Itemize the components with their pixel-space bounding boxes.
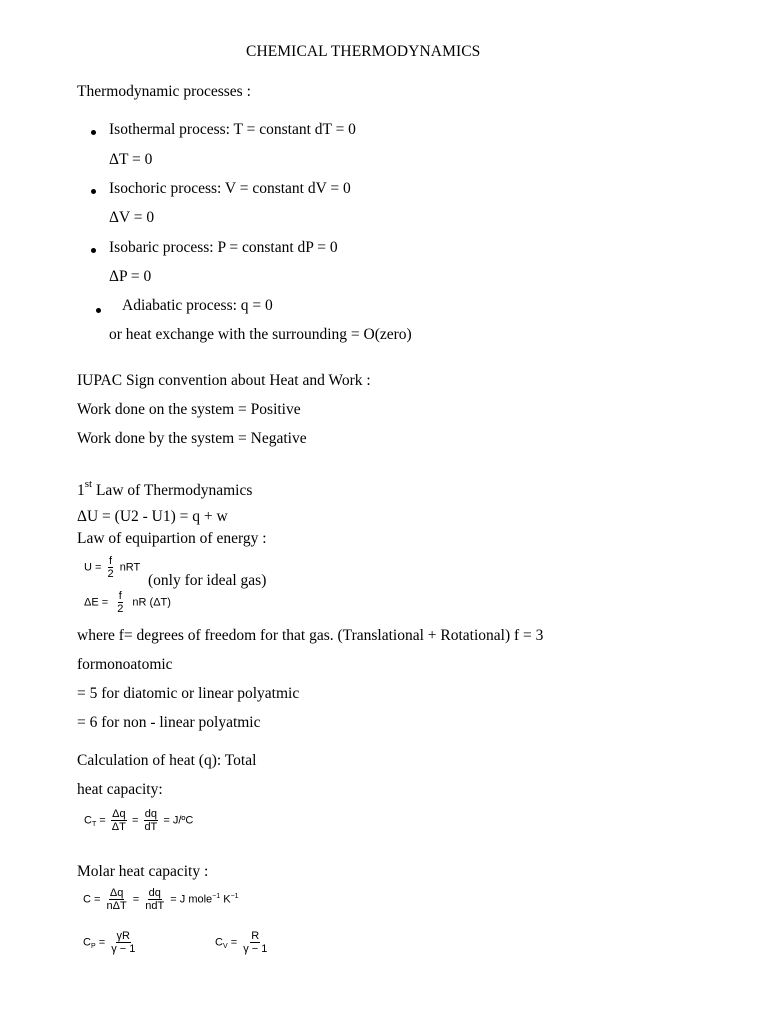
freedom-line-1: where f= degrees of freedom for that gas. (Translational + Rotational) f = 3: [77, 627, 544, 644]
formula-exponent: −1: [230, 893, 239, 901]
fraction-denominator: γ − 1: [243, 943, 268, 955]
fraction-numerator: dq: [144, 808, 157, 820]
fraction-denominator: 2: [107, 568, 114, 580]
bullet-dot: [91, 130, 96, 135]
process-isothermal-delta: ΔT = 0: [109, 151, 153, 168]
fraction: [111, 808, 127, 833]
formula-equals: =: [131, 814, 139, 827]
formula-molar-heat-capacity: [83, 887, 239, 912]
process-isobaric: Isobaric process: P = constant dP = 0: [109, 239, 338, 256]
formula-symbol: C: [83, 936, 91, 949]
formula-symbol: C: [215, 936, 223, 949]
equipartition-heading: Law of equipartion of energy :: [77, 530, 267, 547]
formula-equals: =: [230, 936, 238, 949]
fraction-denominator: 2: [117, 603, 124, 615]
bullet-dot: [91, 248, 96, 253]
freedom-line-3: = 5 for diatomic or linear polyatmic: [77, 685, 300, 702]
first-law-number: 1: [77, 482, 85, 499]
process-isothermal: Isothermal process: T = constant dT = 0: [109, 121, 356, 138]
fraction: [143, 808, 158, 833]
molar-heat-heading: Molar heat capacity :: [77, 863, 209, 880]
formula-equals: =: [132, 893, 140, 906]
process-adiabatic: Adiabatic process: q = 0: [122, 297, 273, 314]
fraction-denominator: dT: [144, 821, 158, 833]
formula-cp: [83, 930, 138, 955]
heat-line-1: Calculation of heat (q): Total: [77, 752, 257, 769]
process-adiabatic-note: or heat exchange with the surrounding = O(zero): [109, 326, 412, 343]
fraction-denominator: γ − 1: [111, 943, 136, 955]
formula-equals: =: [98, 936, 106, 949]
bullet-dot: [91, 189, 96, 194]
formula-subscript: T: [91, 821, 97, 829]
sign-work-by: Work done by the system = Negative: [77, 430, 307, 447]
sign-work-on: Work done on the system = Positive: [77, 401, 301, 418]
formula-symbol: C: [84, 814, 92, 827]
formula-rhs: = J mole: [170, 893, 213, 906]
formula-cv: [215, 930, 270, 955]
heat-line-2: heat capacity:: [77, 781, 163, 798]
page-title: CHEMICAL THERMODYNAMICS: [246, 43, 481, 60]
process-isochoric-delta: ΔV = 0: [109, 209, 155, 226]
first-law-equation: ΔU = (U2 - U1) = q + w: [77, 508, 228, 525]
fraction-numerator: f: [118, 590, 122, 602]
formula-equals: =: [99, 814, 106, 827]
sign-heading: IUPAC Sign convention about Heat and Work :: [77, 372, 371, 389]
freedom-line-2: formonoatomic: [77, 656, 173, 673]
fraction-denominator: ΔT: [111, 821, 126, 833]
formula-delta-energy: [84, 590, 171, 615]
first-law-sup: st: [84, 478, 93, 490]
bullet-dot: [96, 308, 101, 313]
fraction: [116, 590, 124, 615]
fraction-denominator: ndT: [145, 900, 165, 912]
formula-symbol: C =: [83, 893, 101, 906]
fraction-numerator: dq: [148, 887, 161, 899]
first-law-rest: Law of Thermodynamics: [92, 482, 253, 499]
freedom-line-4: = 6 for non - linear polyatmic: [77, 714, 261, 731]
fraction: [242, 930, 268, 955]
formula-subscript: P: [90, 943, 96, 951]
formula-rhs: = J/ºC: [163, 814, 194, 827]
fraction: [107, 555, 115, 580]
fraction-numerator: R: [251, 930, 260, 942]
formula-total-heat-capacity: [84, 808, 193, 833]
formula-internal-energy: [84, 555, 140, 580]
formula-lhs: ΔE =: [84, 596, 109, 609]
formula-rhs: nR (ΔT): [132, 596, 171, 609]
formula-unit: K: [220, 893, 231, 906]
formula-rhs: nRT: [119, 561, 141, 574]
process-isochoric: Isochoric process: V = constant dV = 0: [109, 180, 351, 197]
ideal-gas-note: (only for ideal gas): [148, 572, 267, 589]
fraction-numerator: f: [109, 555, 113, 567]
formula-lhs: U =: [84, 561, 102, 574]
fraction: [106, 887, 128, 912]
process-isobaric-delta: ΔP = 0: [109, 268, 152, 285]
fraction-numerator: Δq: [109, 887, 124, 899]
formula-exponent: −1: [212, 893, 221, 901]
fraction: [110, 930, 136, 955]
fraction-numerator: Δq: [112, 808, 126, 820]
processes-heading: Thermodynamic processes :: [77, 83, 251, 100]
first-law-heading: [77, 478, 253, 501]
fraction: [144, 887, 165, 912]
fraction-numerator: γR: [116, 930, 130, 942]
formula-subscript: V: [222, 943, 228, 951]
fraction-denominator: nΔT: [106, 900, 127, 912]
